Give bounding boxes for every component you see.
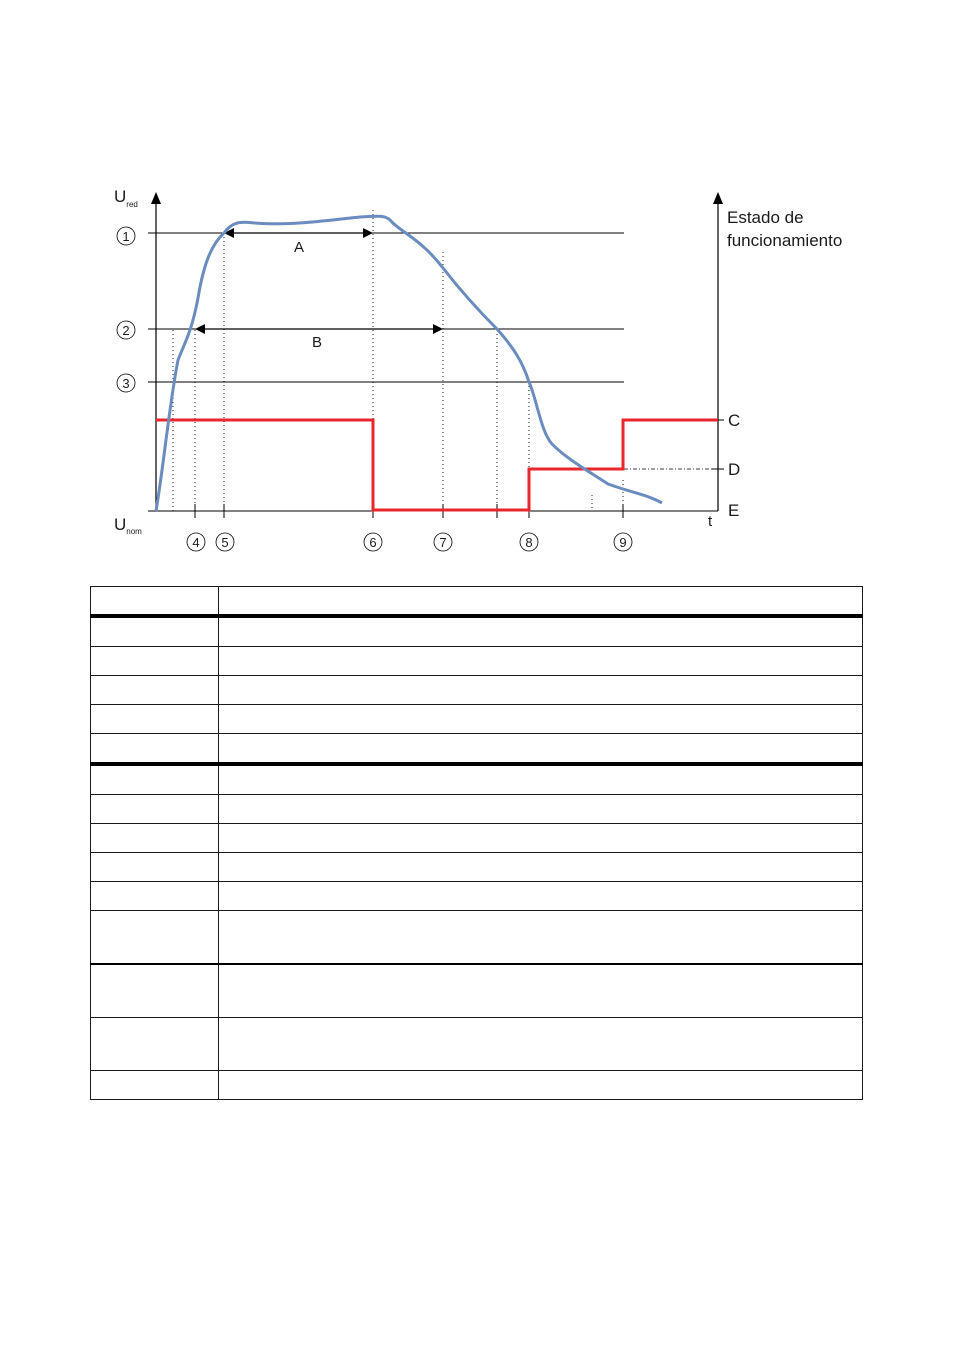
table-cell — [219, 616, 863, 647]
table-cell — [91, 795, 219, 824]
marker-1 — [117, 227, 135, 245]
interval-a-arrow — [224, 228, 373, 238]
table-cell — [219, 824, 863, 853]
state-label-c: C — [728, 411, 741, 430]
legend-table-container — [90, 586, 863, 1100]
table-cell — [91, 587, 219, 617]
operating-state-line — [156, 420, 718, 510]
table-cell — [91, 705, 219, 734]
svg-text:4: 4 — [192, 535, 200, 550]
table-row — [91, 1071, 863, 1100]
table-cell — [219, 1018, 863, 1071]
table-row — [91, 824, 863, 853]
svg-text:9: 9 — [619, 535, 627, 550]
dotted-guides — [173, 210, 623, 511]
table-row — [91, 795, 863, 824]
svg-text:5: 5 — [221, 535, 229, 550]
table-row — [91, 616, 863, 647]
interval-b-arrow — [195, 324, 443, 334]
table-cell — [91, 647, 219, 676]
right-axis-label-line1: Estado de — [727, 208, 804, 227]
table-cell — [219, 764, 863, 795]
table-cell — [91, 911, 219, 965]
svg-text:3: 3 — [122, 376, 130, 391]
voltage-state-diagram — [0, 0, 954, 580]
table-row — [91, 734, 863, 765]
interval-a-label: A — [294, 239, 305, 256]
x-axis-label: t — [708, 513, 713, 530]
table-cell — [91, 853, 219, 882]
table-row — [91, 676, 863, 705]
table-cell — [91, 1018, 219, 1071]
table-cell — [91, 676, 219, 705]
table-row — [91, 911, 863, 965]
y-axis-label: $U_{red}$ — [114, 187, 138, 209]
table-header-row — [91, 587, 863, 617]
marker-9 — [614, 533, 632, 551]
table-cell — [219, 734, 863, 765]
table-cell — [219, 647, 863, 676]
table-cell — [219, 853, 863, 882]
table-cell — [91, 824, 219, 853]
table-row — [91, 964, 863, 1018]
table-cell — [219, 882, 863, 911]
marker-4 — [187, 533, 205, 551]
legend-table — [90, 586, 863, 1100]
state-label-d: D — [728, 460, 741, 479]
marker-5 — [216, 533, 234, 551]
y-origin-label: $U_{nom}$ — [114, 515, 142, 536]
table-row — [91, 1018, 863, 1071]
marker-6 — [364, 533, 382, 551]
voltage-curve — [156, 216, 662, 511]
marker-7 — [434, 533, 452, 551]
left-y-axis — [151, 192, 161, 511]
table-cell — [219, 911, 863, 965]
state-label-e: E — [728, 501, 740, 520]
table-cell — [219, 1071, 863, 1100]
right-y-axis — [713, 192, 723, 511]
table-cell — [91, 734, 219, 765]
table-cell — [219, 587, 863, 617]
table-cell — [219, 676, 863, 705]
table-cell — [91, 882, 219, 911]
table-cell — [219, 795, 863, 824]
svg-text:2: 2 — [122, 323, 130, 338]
svg-text:8: 8 — [525, 535, 533, 550]
marker-3 — [117, 374, 135, 392]
table-row — [91, 882, 863, 911]
svg-text:1: 1 — [122, 229, 130, 244]
svg-text:7: 7 — [439, 535, 447, 550]
table-cell — [91, 964, 219, 1018]
table-row — [91, 853, 863, 882]
table-cell — [91, 616, 219, 647]
table-cell — [91, 1071, 219, 1100]
table-row — [91, 705, 863, 734]
right-axis-label-line2: funcionamiento — [727, 231, 843, 250]
svg-text:6: 6 — [369, 535, 377, 550]
table-cell — [91, 764, 219, 795]
marker-2 — [117, 321, 135, 339]
table-row — [91, 764, 863, 795]
table-cell — [219, 964, 863, 1018]
interval-b-label: B — [312, 334, 323, 351]
table-cell — [219, 705, 863, 734]
marker-8 — [520, 533, 538, 551]
table-row — [91, 647, 863, 676]
